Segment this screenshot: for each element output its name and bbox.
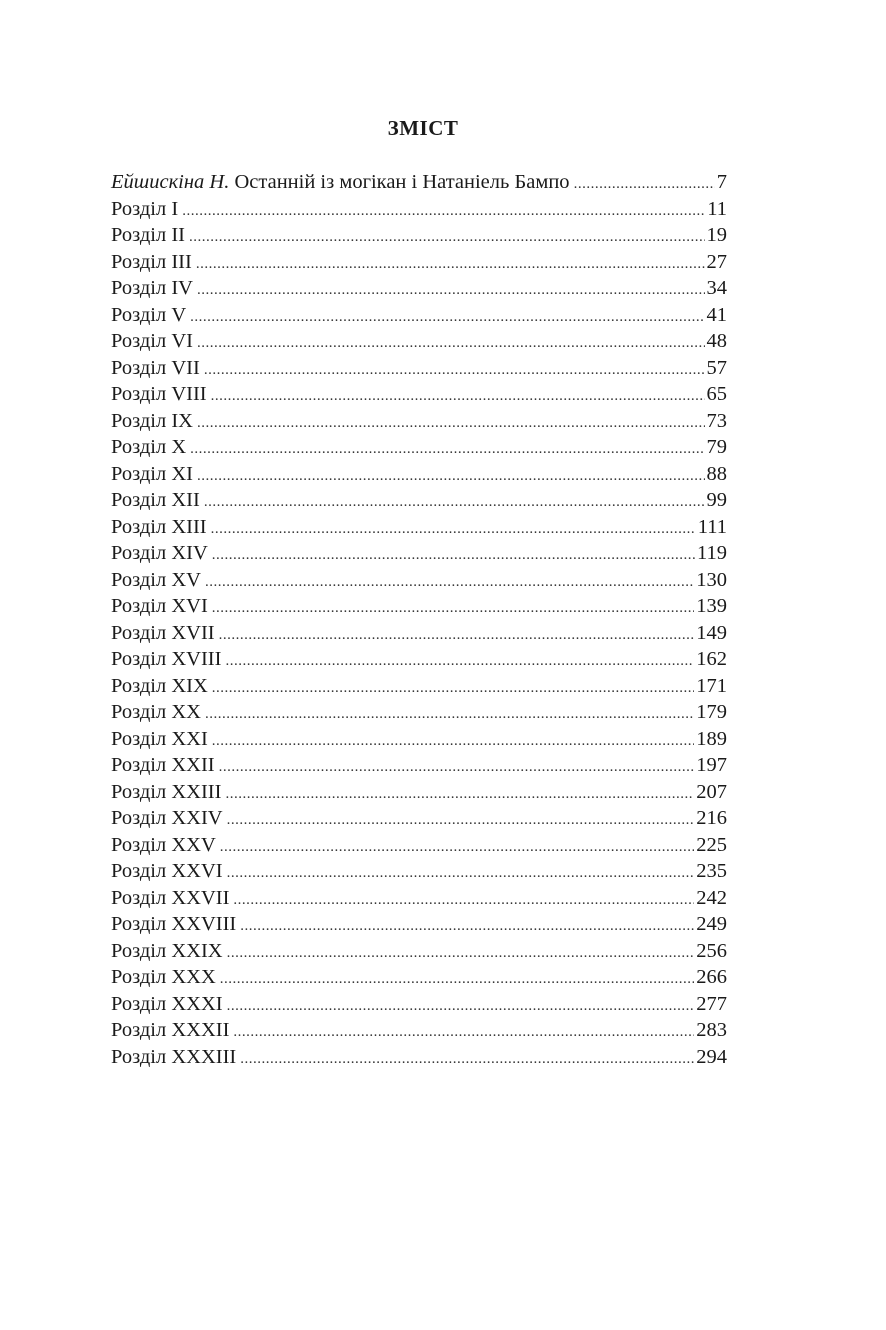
toc-entry-label: Розділ IX bbox=[111, 409, 193, 432]
toc-entry[interactable] bbox=[111, 275, 727, 302]
toc-entry-page: 171 bbox=[696, 674, 727, 697]
dot-leader bbox=[233, 887, 694, 914]
toc-entry-page: 242 bbox=[696, 886, 727, 909]
dot-leader bbox=[227, 993, 695, 1020]
dot-leader bbox=[190, 304, 704, 331]
toc-entry-label: Розділ XX bbox=[111, 701, 201, 723]
toc-entry-label bbox=[111, 169, 570, 196]
dot-leader bbox=[227, 940, 695, 967]
toc-entry-page: 225 bbox=[696, 833, 727, 856]
dot-leader bbox=[204, 357, 705, 384]
dot-leader bbox=[212, 675, 694, 702]
toc-entry-label: Розділ XXIII bbox=[111, 780, 222, 803]
toc-entry-label: Розділ V bbox=[111, 303, 187, 326]
toc-entry[interactable] bbox=[111, 461, 727, 488]
toc-entry-label: Розділ XVII bbox=[111, 621, 215, 644]
toc-entry[interactable] bbox=[111, 487, 727, 514]
toc-entry-label: Розділ XXVII bbox=[111, 886, 230, 909]
dot-leader bbox=[220, 834, 694, 861]
toc-entry[interactable] bbox=[111, 328, 727, 355]
dot-leader bbox=[211, 516, 696, 543]
toc-entry[interactable] bbox=[111, 620, 727, 647]
toc-entry-page: 48 bbox=[706, 330, 727, 352]
dot-leader bbox=[197, 463, 705, 490]
toc-entry-label: Розділ XVI bbox=[111, 595, 208, 617]
toc-entry-page: 266 bbox=[696, 966, 727, 988]
toc-entry-label: Розділ XXVIII bbox=[111, 913, 237, 935]
toc-entry-page: 179 bbox=[696, 701, 727, 723]
toc-entry-label: Розділ I bbox=[111, 197, 179, 220]
toc-entry-label: Розділ X bbox=[111, 436, 187, 458]
dot-leader bbox=[197, 330, 705, 357]
dot-leader bbox=[227, 860, 695, 887]
toc-entry-label: Розділ XXIV bbox=[111, 807, 223, 829]
toc-entry-page: 235 bbox=[696, 860, 727, 882]
dot-leader bbox=[212, 542, 695, 569]
toc-entry[interactable] bbox=[111, 832, 727, 859]
toc-entry[interactable] bbox=[111, 646, 727, 673]
toc-entry[interactable] bbox=[111, 514, 727, 541]
toc-entry-page: 189 bbox=[696, 727, 727, 750]
toc-entry-page: 256 bbox=[696, 939, 727, 962]
toc-entry-page: 197 bbox=[696, 754, 727, 776]
toc-entry-label: Розділ XXIX bbox=[111, 939, 223, 962]
toc-entry-intro[interactable] bbox=[111, 169, 727, 196]
toc-entry[interactable] bbox=[111, 964, 727, 991]
dot-leader bbox=[220, 966, 694, 993]
toc-entry-page: 79 bbox=[706, 436, 727, 458]
dot-leader bbox=[225, 648, 694, 675]
dot-leader bbox=[233, 1019, 694, 1046]
dot-leader bbox=[190, 436, 704, 463]
toc-entry[interactable] bbox=[111, 567, 727, 594]
dot-leader bbox=[240, 1046, 694, 1073]
toc-entry[interactable] bbox=[111, 991, 727, 1018]
toc-entry-page: 277 bbox=[696, 992, 727, 1015]
toc-entry-page: 283 bbox=[696, 1019, 727, 1041]
toc-entry-page: 57 bbox=[706, 356, 727, 379]
toc-entry-label: Розділ XXXI bbox=[111, 992, 223, 1015]
toc-entry[interactable] bbox=[111, 885, 727, 912]
toc-entry-label: Розділ II bbox=[111, 224, 186, 246]
toc-entry[interactable] bbox=[111, 222, 727, 249]
toc-entry-label: Розділ XXVI bbox=[111, 860, 223, 882]
toc-entry-label: Розділ XXXII bbox=[111, 1019, 230, 1041]
dot-leader bbox=[219, 622, 695, 649]
toc-entry[interactable] bbox=[111, 938, 727, 965]
toc-entry-page: 111 bbox=[697, 515, 727, 538]
dot-leader bbox=[212, 728, 694, 755]
dot-leader bbox=[204, 489, 705, 516]
toc-entry-page: 294 bbox=[696, 1045, 727, 1068]
toc-entry-author: Ейшискіна Н. bbox=[111, 171, 230, 193]
toc-entry-page: 216 bbox=[696, 807, 727, 829]
toc-entry-page: 130 bbox=[696, 568, 727, 591]
toc-entry-page: 27 bbox=[706, 250, 727, 273]
toc-entry[interactable] bbox=[111, 540, 727, 567]
toc-entry-label: Розділ XI bbox=[111, 462, 193, 485]
toc-entry-page: 7 bbox=[716, 171, 727, 193]
toc-entry-label: Розділ XV bbox=[111, 568, 201, 591]
toc-entry[interactable] bbox=[111, 355, 727, 382]
toc-entry[interactable] bbox=[111, 805, 727, 832]
toc-entry-label: Розділ XXII bbox=[111, 754, 215, 776]
dot-leader bbox=[211, 383, 705, 410]
dot-leader bbox=[219, 754, 695, 781]
toc-entry-page: 41 bbox=[706, 303, 727, 326]
toc-entry-page: 19 bbox=[706, 224, 727, 246]
dot-leader bbox=[205, 569, 694, 596]
toc-entry-label: Розділ XIII bbox=[111, 515, 207, 538]
toc-entry-label: Розділ XXV bbox=[111, 833, 216, 856]
toc-entry-label: Розділ XII bbox=[111, 489, 200, 511]
toc-entry-label: Розділ VII bbox=[111, 356, 200, 379]
dot-leader bbox=[240, 913, 694, 940]
toc-entry-page: 73 bbox=[706, 409, 727, 432]
toc-entry[interactable] bbox=[111, 381, 727, 408]
dot-leader bbox=[225, 781, 694, 808]
toc-entry-page: 65 bbox=[706, 383, 727, 405]
toc-entry[interactable] bbox=[111, 752, 727, 779]
toc-entry[interactable] bbox=[111, 302, 727, 329]
toc-entry[interactable] bbox=[111, 1044, 727, 1071]
toc-entry-label: Розділ VI bbox=[111, 330, 193, 352]
toc-entry-page: 139 bbox=[696, 595, 727, 617]
toc-entry[interactable] bbox=[111, 408, 727, 435]
toc-entry-label: Розділ XXI bbox=[111, 727, 208, 750]
toc-entry[interactable] bbox=[111, 1017, 727, 1044]
toc-entry[interactable] bbox=[111, 779, 727, 806]
toc-entry-label: Розділ VIII bbox=[111, 383, 207, 405]
toc-entry[interactable] bbox=[111, 911, 727, 938]
toc-entry-page: 11 bbox=[707, 197, 727, 220]
toc-entry[interactable] bbox=[111, 593, 727, 620]
dot-leader bbox=[197, 277, 705, 304]
toc-entry-label: Розділ XXXIII bbox=[111, 1045, 237, 1068]
toc-entry-label: Розділ XVIII bbox=[111, 648, 222, 670]
toc-entry-page: 99 bbox=[706, 489, 727, 511]
toc-entry-page: 149 bbox=[696, 621, 727, 644]
toc-entry-page: 119 bbox=[697, 542, 727, 564]
toc-entry[interactable] bbox=[111, 196, 727, 223]
dot-leader bbox=[189, 224, 704, 251]
dot-leader bbox=[205, 701, 694, 728]
toc-entry-label: Розділ XIV bbox=[111, 542, 208, 564]
toc-entry[interactable] bbox=[111, 858, 727, 885]
toc-entry[interactable] bbox=[111, 726, 727, 753]
toc-entry-label: Розділ IV bbox=[111, 277, 193, 299]
toc-entry-page: 162 bbox=[696, 648, 727, 670]
dot-leader bbox=[574, 171, 715, 198]
dot-leader bbox=[196, 251, 705, 278]
toc-entry[interactable] bbox=[111, 699, 727, 726]
table-of-contents bbox=[111, 169, 727, 1070]
toc-entry-label: Розділ XIX bbox=[111, 674, 208, 697]
toc-entry-page: 34 bbox=[706, 277, 727, 299]
dot-leader bbox=[212, 595, 694, 622]
toc-entry-page: 207 bbox=[696, 780, 727, 803]
toc-entry[interactable] bbox=[111, 249, 727, 276]
dot-leader bbox=[227, 807, 695, 834]
toc-entry-label: Розділ XXX bbox=[111, 966, 216, 988]
toc-entry-page: 88 bbox=[706, 462, 727, 485]
toc-entry-title: Останній із могікан і Натаніель Бампо bbox=[234, 171, 570, 193]
toc-entry[interactable] bbox=[111, 434, 727, 461]
toc-entry-label: Розділ III bbox=[111, 250, 192, 273]
page-title: ЗМІСТ bbox=[387, 116, 459, 140]
dot-leader bbox=[182, 198, 705, 225]
dot-leader bbox=[197, 410, 705, 437]
toc-entry-page: 249 bbox=[696, 913, 727, 935]
toc-entry[interactable] bbox=[111, 673, 727, 700]
